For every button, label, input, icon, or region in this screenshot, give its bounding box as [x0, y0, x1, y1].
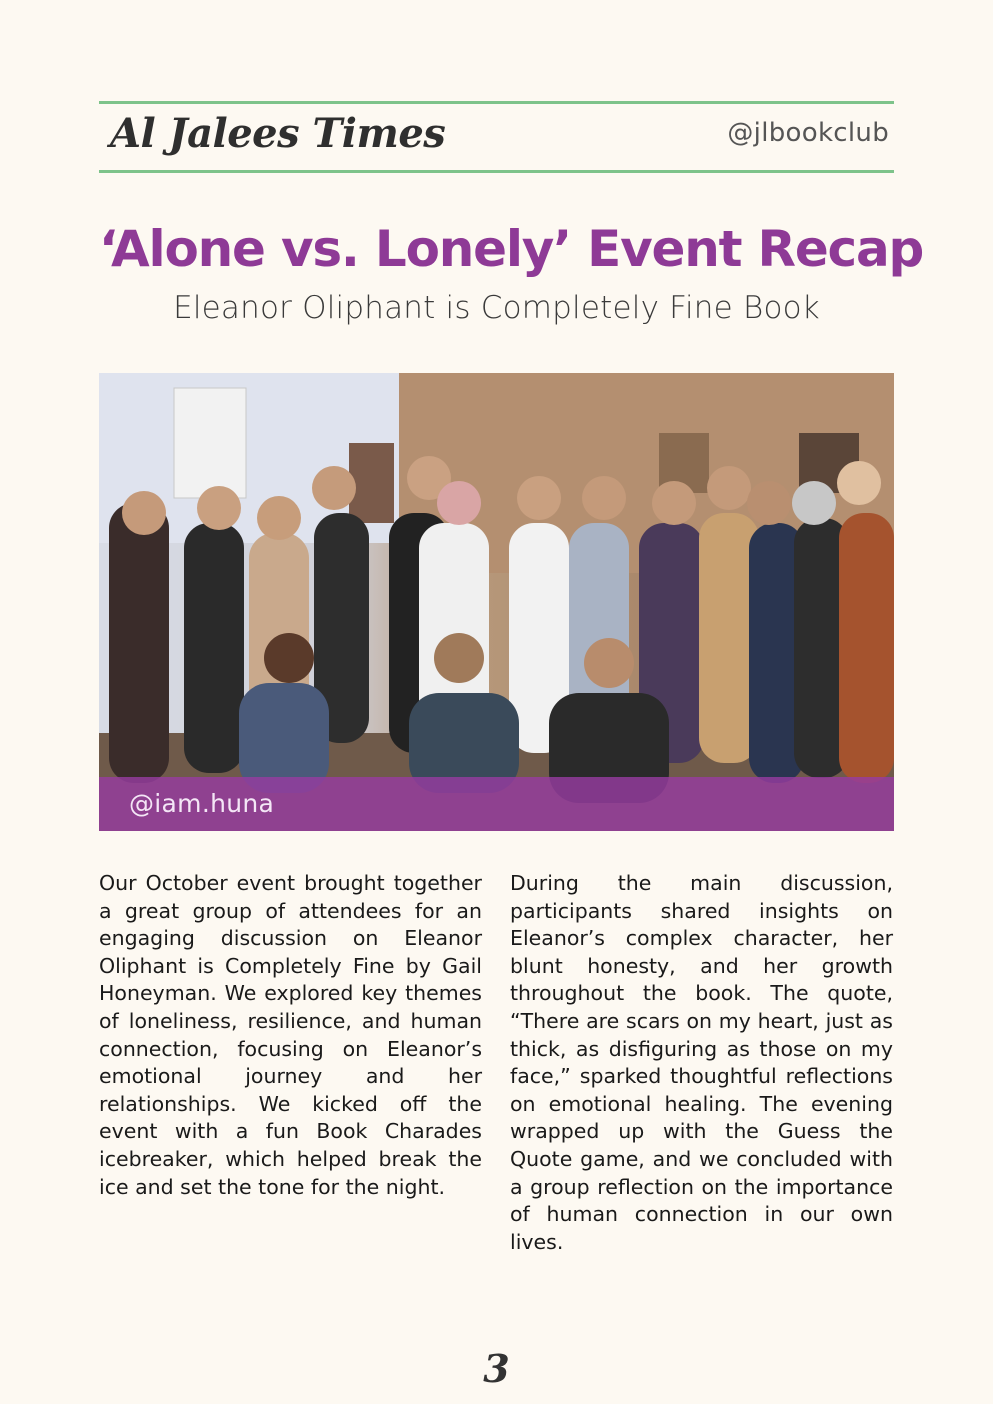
article-headline: ‘Alone vs. Lonely’ Event Recap	[99, 220, 924, 278]
article-subheadline: Eleanor Oliphant is Completely Fine Book	[173, 290, 820, 326]
book-cover-on-screen	[174, 388, 246, 498]
page-number: 3	[483, 1346, 510, 1391]
article-column-right: During the main discussion, participants shared insights on Eleanor’s complex character, her blunt honesty, and her growth throughout the book. The quote, “There are scars on my heart, just as thick, as disfiguring as those on my face,” sparked thoughtful reflections on emotional healing. The evening wrapped up with the Guess the Quote game, and we concluded with a group reflection on the importance of human connection in our own lives.	[510, 871, 893, 1254]
article-column-left: Our October event brought together a great group of attendees for an engaging discussion on Eleanor Oliphant is Completely Fine by Gail Honeyman. We explored key themes of loneliness, resilience, and human connection, focusing on Eleanor’s emotional journey and her relationships. We kicked off the event with a fun Book Charades icebreaker, which helped break the ice and set the tone for the night.	[99, 871, 482, 1199]
photo-caption-bar	[99, 777, 894, 831]
header-top-rule	[99, 101, 894, 104]
social-handle: @jlbookclub	[727, 118, 889, 148]
book-stack	[349, 443, 394, 523]
group-photo-illustration	[99, 373, 894, 831]
header-bottom-rule	[99, 170, 894, 173]
event-group-photo	[99, 373, 894, 831]
masthead-title: Al Jalees Times	[110, 110, 446, 157]
photo-credit: @iam.huna	[129, 789, 275, 818]
